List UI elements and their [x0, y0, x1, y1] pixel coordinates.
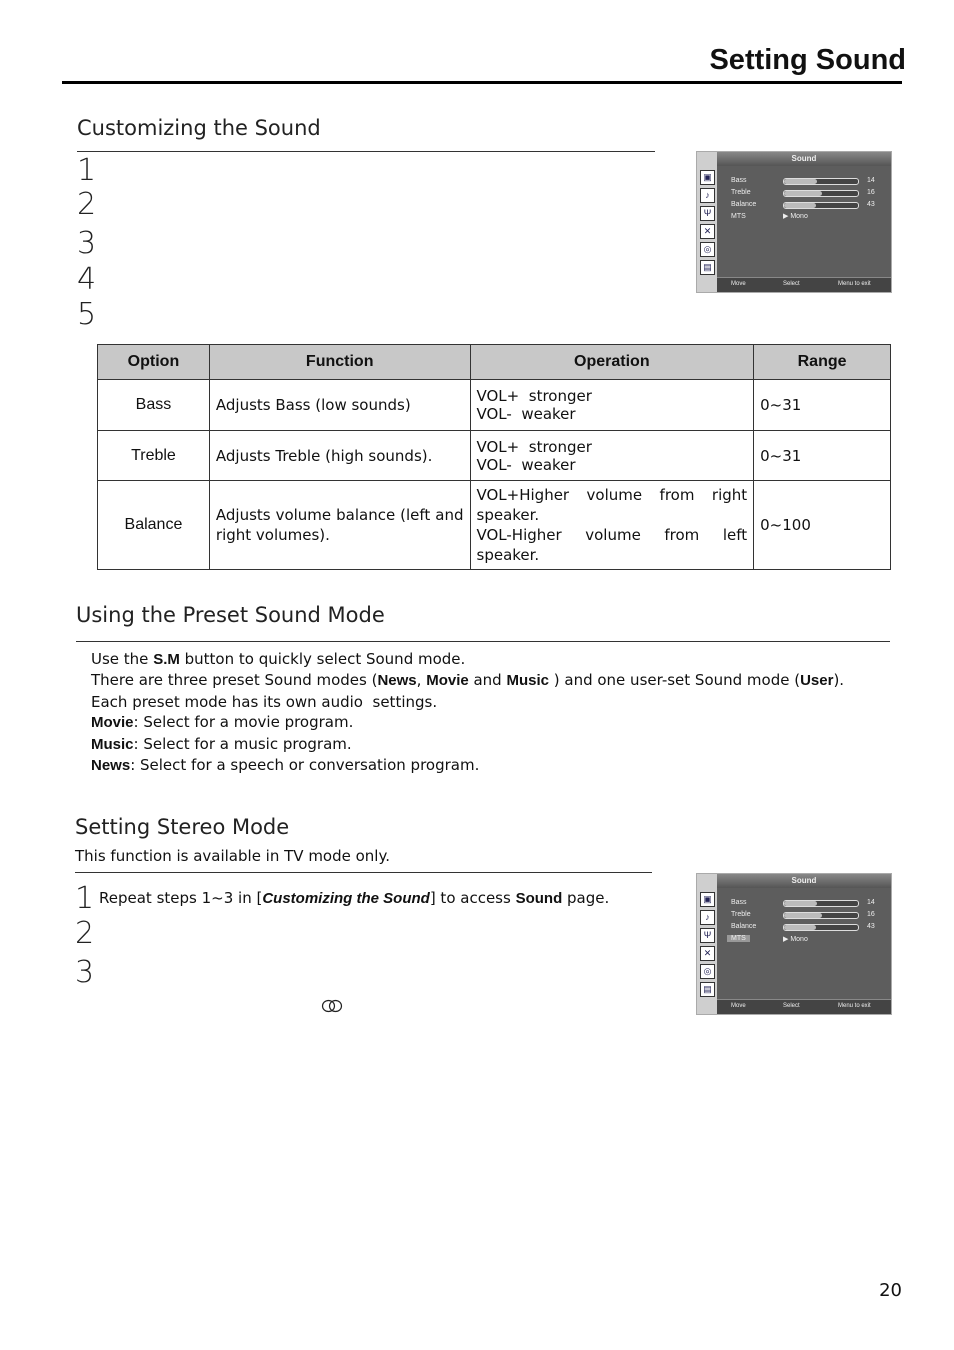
picture-icon: ▣ — [700, 170, 715, 185]
text-line: There are three preset Sound modes (News, Movie and Music ) and one user-set Sound mode (User). — [91, 671, 845, 690]
option-cell: Treble — [98, 431, 210, 481]
table-row — [98, 380, 891, 431]
sound-options-table — [97, 344, 891, 570]
sound-icon: ♪ — [700, 910, 715, 925]
text-line: Movie: Select for a movie program. — [91, 713, 354, 732]
menu-item-label: Balance — [731, 923, 757, 930]
stereo-icon — [321, 999, 343, 1013]
menu-item-label: Balance — [731, 201, 757, 208]
step-number: 4 — [77, 262, 97, 297]
bass-bar — [783, 178, 859, 185]
step-number: 2 — [75, 916, 95, 951]
lock-icon: ◎ — [700, 242, 715, 257]
treble-bar — [783, 190, 859, 197]
title-rule — [62, 81, 902, 84]
menu-sidebar — [697, 152, 717, 292]
treble-bar — [783, 912, 859, 919]
section-heading-preset: Using the Preset Sound Mode — [76, 603, 385, 627]
operation-cell — [470, 481, 754, 570]
text-line: Use the S.M button to quickly select Sound mode. — [91, 650, 466, 668]
table-header: Option — [98, 345, 210, 380]
sound-icon: ♪ — [700, 188, 715, 203]
range-cell: 0~31 — [754, 431, 891, 481]
text-line: News: Select for a speech or conversation program. — [91, 756, 480, 775]
menu-mts-value: ▶ Mono — [783, 213, 808, 220]
option-cell: Balance — [98, 481, 210, 570]
antenna-icon: Ψ — [700, 928, 715, 943]
function-cell: Adjusts volume balance (left and right volumes). — [209, 481, 470, 570]
menu-title: Sound — [717, 874, 891, 888]
table-header: Range — [754, 345, 891, 380]
antenna-icon: Ψ — [700, 206, 715, 221]
menu-item-label: MTS — [731, 213, 746, 220]
menu-item-label: Treble — [731, 189, 751, 196]
range-cell: 0~100 — [754, 481, 891, 570]
section-rule — [77, 151, 655, 152]
option-cell: Bass — [98, 380, 210, 431]
exit-hint: Menu to exit — [838, 281, 871, 287]
section-heading-stereo: Setting Stereo Mode — [75, 815, 290, 839]
menu-item-label: Treble — [731, 911, 751, 918]
operation-line: VOL-Higher volume from left speaker. — [476, 526, 748, 564]
menu-item-value: 16 — [867, 189, 875, 196]
text-line: Music: Select for a music program. — [91, 734, 352, 753]
menu-item-value: 43 — [867, 923, 875, 930]
operation-cell — [470, 431, 754, 481]
table-row — [98, 431, 891, 481]
bass-bar — [783, 900, 859, 907]
function-cell: Adjusts Bass (low sounds) — [209, 380, 470, 431]
section-rule — [75, 872, 652, 873]
menu-item-label-selected: MTS — [727, 935, 750, 942]
table-header: Operation — [470, 345, 754, 380]
menu-item-label: Bass — [731, 899, 747, 906]
section-heading-customizing: Customizing the Sound — [77, 116, 321, 140]
operation-line: VOL+ stronger — [476, 387, 592, 405]
move-hint: Move — [731, 281, 746, 287]
tools-icon: ✕ — [700, 946, 715, 961]
step-1-text: Repeat steps 1~3 in [Customizing the Sound] to access Sound page. — [99, 889, 610, 907]
sound-menu-screenshot-mts — [696, 873, 892, 1015]
range-cell: 0~31 — [754, 380, 891, 431]
menu-footer — [717, 999, 891, 1014]
step-number: 3 — [77, 226, 97, 261]
operation-cell — [470, 380, 754, 431]
balance-bar — [783, 202, 859, 209]
table-header: Function — [209, 345, 470, 380]
step-number: 1 — [75, 881, 95, 916]
section-rule — [76, 641, 890, 642]
table-row — [98, 481, 891, 570]
menu-item-label: Bass — [731, 177, 747, 184]
picture-icon: ▣ — [700, 892, 715, 907]
menu-title: Sound — [717, 152, 891, 166]
setup-icon: ▤ — [700, 982, 715, 997]
operation-line: VOL+Higher volume from right speaker. — [476, 486, 748, 524]
operation-line: VOL- weaker — [476, 405, 576, 423]
setup-icon: ▤ — [700, 260, 715, 275]
menu-item-value: 14 — [867, 177, 875, 184]
table-header-row — [98, 345, 891, 380]
page-title: Setting Sound — [709, 44, 906, 76]
menu-item-value: 16 — [867, 911, 875, 918]
select-hint: Select — [783, 281, 800, 287]
lock-icon: ◎ — [700, 964, 715, 979]
tools-icon: ✕ — [700, 224, 715, 239]
balance-bar — [783, 924, 859, 931]
operation-line: VOL- weaker — [476, 455, 576, 474]
preset-description — [91, 649, 891, 776]
stereo-subtitle: This function is available in TV mode only. — [75, 847, 390, 865]
step-number: 3 — [75, 955, 95, 990]
move-hint: Move — [731, 1003, 746, 1009]
menu-sidebar — [697, 874, 717, 1014]
function-cell: Adjusts Treble (high sounds). — [209, 431, 470, 481]
menu-footer — [717, 277, 891, 292]
select-hint: Select — [783, 1003, 800, 1009]
menu-item-value: 43 — [867, 201, 875, 208]
text-line: Each preset mode has its own audio settings. — [91, 692, 438, 711]
step-number: 2 — [77, 187, 97, 222]
operation-line: VOL+ stronger — [476, 437, 592, 456]
menu-mts-value: ▶ Mono — [783, 936, 808, 943]
step-number: 1 — [77, 153, 97, 188]
exit-hint: Menu to exit — [838, 1003, 871, 1009]
sound-menu-screenshot — [696, 151, 892, 293]
step-number: 5 — [77, 297, 97, 332]
page-number: 20 — [879, 1280, 902, 1301]
menu-item-value: 14 — [867, 899, 875, 906]
